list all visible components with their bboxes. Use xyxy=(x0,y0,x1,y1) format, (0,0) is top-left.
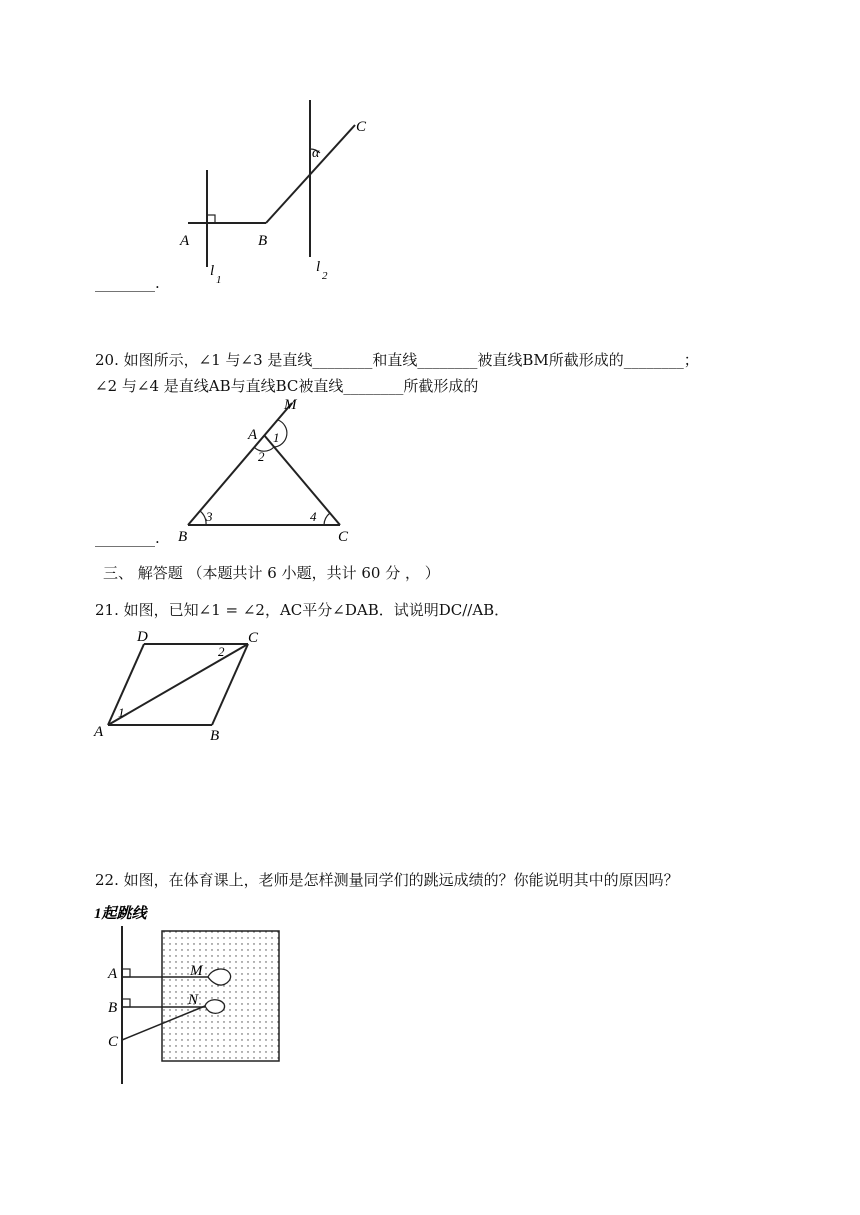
q20-label-m: M xyxy=(284,397,297,413)
q19-label-l1: l xyxy=(210,263,215,279)
q21-label-a: A xyxy=(94,724,104,740)
q22-label-c: C xyxy=(108,1034,119,1050)
q22-long-jump-figure xyxy=(90,900,290,1090)
q21-label-d: D xyxy=(137,629,148,645)
q21-label-1: 1 xyxy=(118,705,125,720)
q20-text-line1: 20. 如图所示，∠1 与∠3 是直线________和直线________被直线BM所截形成的________； xyxy=(95,351,699,369)
q20-label-c: C xyxy=(338,529,349,545)
q22-label-m: M xyxy=(190,963,203,979)
q20-label-2: 2 xyxy=(258,449,265,464)
q21-parallelogram-figure xyxy=(90,628,270,746)
q20-answer-blank: ________. xyxy=(95,529,160,547)
q20-label-a: A xyxy=(248,427,258,443)
q20-text-line2: ∠2 与∠4 是直线AB与直线BC被直线________所截形成的 xyxy=(95,377,479,395)
q21-text: 21. 如图，已知∠1 = ∠2，AC平分∠DAB．试说明DC//AB． xyxy=(95,601,510,619)
q20-label-4: 4 xyxy=(310,509,317,524)
q20-label-b: B xyxy=(178,529,188,545)
q19-label-l2-sub: 2 xyxy=(322,270,328,282)
q19-label-alpha: α xyxy=(312,146,320,161)
q19-label-b: B xyxy=(258,233,268,249)
q22-label-b: B xyxy=(108,1000,118,1016)
q20-triangle-figure xyxy=(170,395,360,545)
q22-label-n: N xyxy=(188,992,199,1008)
section-heading: 三、 解答题 （本题共计 6 小题，共计 60 分 ， ） xyxy=(103,564,440,582)
q22-label-a: A xyxy=(108,966,118,982)
q19-label-l2: l xyxy=(316,259,321,275)
q21-label-2: 2 xyxy=(218,644,225,659)
q20-label-3: 3 xyxy=(206,509,213,524)
q22-figure-title: 1起跳线 xyxy=(94,906,147,922)
q19-label-c: C xyxy=(356,119,367,135)
q19-label-a: A xyxy=(180,233,190,249)
q21-label-b: B xyxy=(210,728,220,744)
q19-figure xyxy=(170,95,380,290)
q20-label-1: 1 xyxy=(273,430,280,445)
q22-text: 22. 如图，在体育课上，老师是怎样测量同学们的跳远成绩的？你能说明其中的原因吗？ xyxy=(95,871,679,889)
q21-label-c: C xyxy=(248,630,259,646)
q19-answer-blank: ________. xyxy=(95,274,160,292)
q19-label-l1-sub: 1 xyxy=(216,274,222,286)
